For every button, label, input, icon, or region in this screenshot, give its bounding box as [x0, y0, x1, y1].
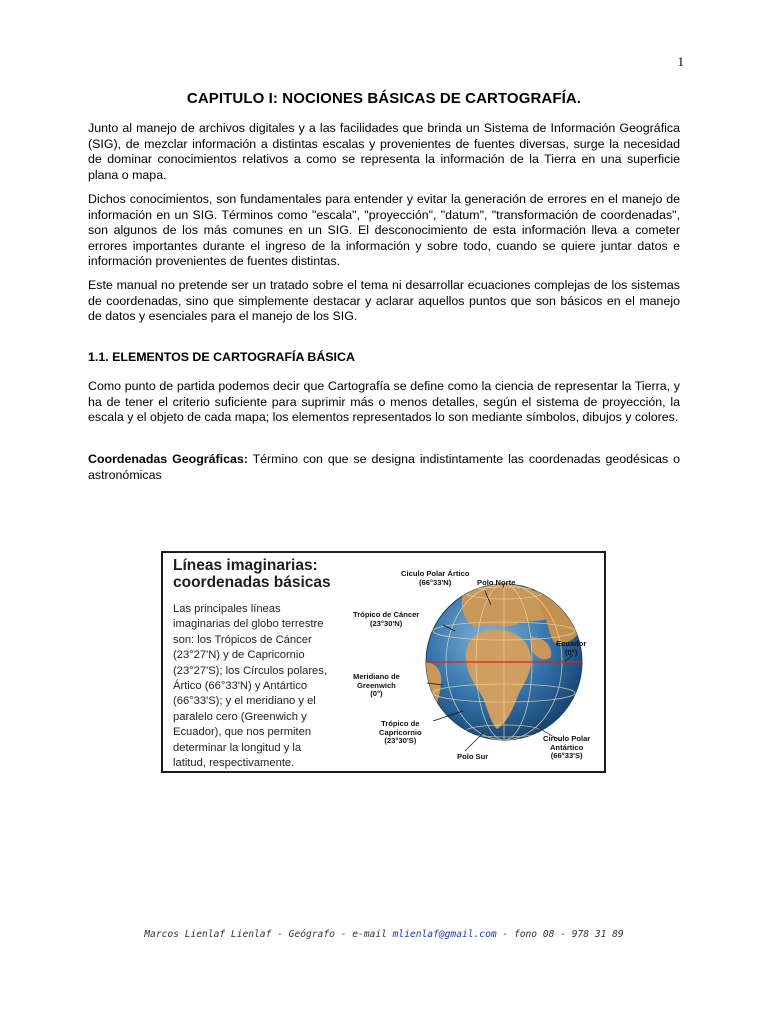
figure-text-line: paralelo cero (Greenwich y — [173, 710, 307, 723]
definition-text: Término con que se designa indistintamente las coordenadas geodésicas o astronómicas — [88, 452, 681, 482]
page-footer — [0, 929, 768, 940]
label-tropico-cancer — [353, 611, 419, 628]
label-line: Trópico de Cáncer — [353, 610, 420, 619]
figure-text-line: (23°27'N) y de Capricornio — [173, 649, 305, 662]
intro-paragraph-3: Este manual no pretende ser un tratado sobre el tema ni desarrollar ecuaciones complejas de los sistemas de coordenadas, sino que simplemente destacar y aclarar aquellos puntos que son básicos en el manejo de datos y esenciales para el manejo de los SIG. — [88, 278, 680, 324]
definition-term: Coordenadas Geográficas: — [88, 452, 248, 466]
label-line: Capricornio — [379, 727, 422, 737]
label-line: Circulo Polar — [543, 734, 591, 743]
label-line: (0°) — [370, 689, 383, 698]
label-circulo-polar-artico — [401, 570, 469, 587]
figure-text-line: latitud, respectivamente. — [173, 757, 295, 770]
label-line: Greenwich — [357, 680, 396, 690]
label-line: (23°30'S) — [384, 736, 417, 745]
footer-phone: - fono 08 - 978 31 89 — [496, 929, 624, 940]
figure-text-line: Ecuador), que nos permiten — [173, 726, 312, 739]
figure-text-line: Las principales líneas — [173, 603, 281, 615]
label-tropico-capricornio — [379, 720, 422, 746]
label-line: Trópico de — [381, 719, 420, 728]
intro-paragraph-2: Dichos conocimientos, son fundamentales para entender y evitar la generación de errores en el manejo de información en un SIG. Términos como "escala", "proyección", "datum", "transformación de coordenadas", son algunos de los más comunes en un SIG. El desconocimiento de esta información lleva a cometer errores importantes durante el ingreso de la información y sobre todo, cuando se quiere juntar datos e información provenientes de fuentes distintas. — [88, 192, 680, 269]
figure-title-line: Líneas imaginarias: — [173, 557, 318, 574]
footer-email-link[interactable]: mlienlaf@gmail.com — [392, 929, 497, 940]
label-meridiano-greenwich — [353, 673, 400, 699]
label-line: (66°33'N) — [419, 577, 452, 587]
figure-text-line: son: los Trópicos de Cáncer — [173, 633, 312, 646]
page-number: 1 — [677, 54, 684, 69]
figure-text-line: determinar la longitud y la — [173, 741, 302, 754]
intro-paragraph-1: Junto al manejo de archivos digitales y a las facilidades que brinda un Sistema de Información Geográfica (SIG), de mezclar información a distintas escalas y provenientes de fuentes diversas, surge la necesidad de dominar conocimientos relativos a como se representa la información de la Tierra en una superficie plana o mapa. — [88, 121, 680, 182]
figure-text-line: (23°27'S); los Círculos polares, — [173, 664, 327, 677]
chapter-title: CAPITULO I: NOCIONES BÁSICAS DE CARTOGRAFÍA. — [186, 90, 582, 107]
section-heading: 1.1. ELEMENTOS DE CARTOGRAFÍA BÁSICA — [88, 350, 355, 364]
figure-title-line: coordenadas básicas — [173, 574, 331, 591]
label-line: Antártico — [549, 742, 584, 752]
label-line: (23°30'N) — [369, 618, 403, 628]
footer-author: Marcos Lienlaf Lienlaf - Geógrafo - e-mail — [144, 929, 393, 940]
label-line: Meridiano de — [353, 672, 400, 681]
label-polo-sur: Polo Sur — [457, 752, 489, 761]
figure-text-line: Ártico (66°33'N) y Antártico — [173, 680, 308, 693]
figure-text-line: (66°33'S); y el meridiano y el — [173, 695, 316, 708]
figure-text-line: imaginarias del globo terrestre — [173, 618, 324, 631]
label-polo-norte: Polo Norte — [477, 578, 516, 587]
label-line: (0°) — [565, 647, 578, 657]
label-line: Ecuador — [556, 639, 587, 648]
label-ecuador — [556, 640, 586, 657]
globe-figure — [161, 551, 606, 773]
label-circulo-polar-antartico — [543, 735, 590, 761]
definition-paragraph — [88, 452, 680, 483]
section-paragraph: Como punto de partida podemos decir que Cartografía se define como la ciencia de representar la Tierra, y ha de tener el criterio suficiente para suprimir más o menos detalles, según el sistema de proyección, la escala y el objeto de cada mapa; los elementos representados lo son mediante símbolos, dibujos y colores. — [88, 379, 680, 425]
label-line: Ciculo Polar Ártico — [401, 569, 470, 578]
label-line: (66°33'S) — [550, 751, 583, 760]
